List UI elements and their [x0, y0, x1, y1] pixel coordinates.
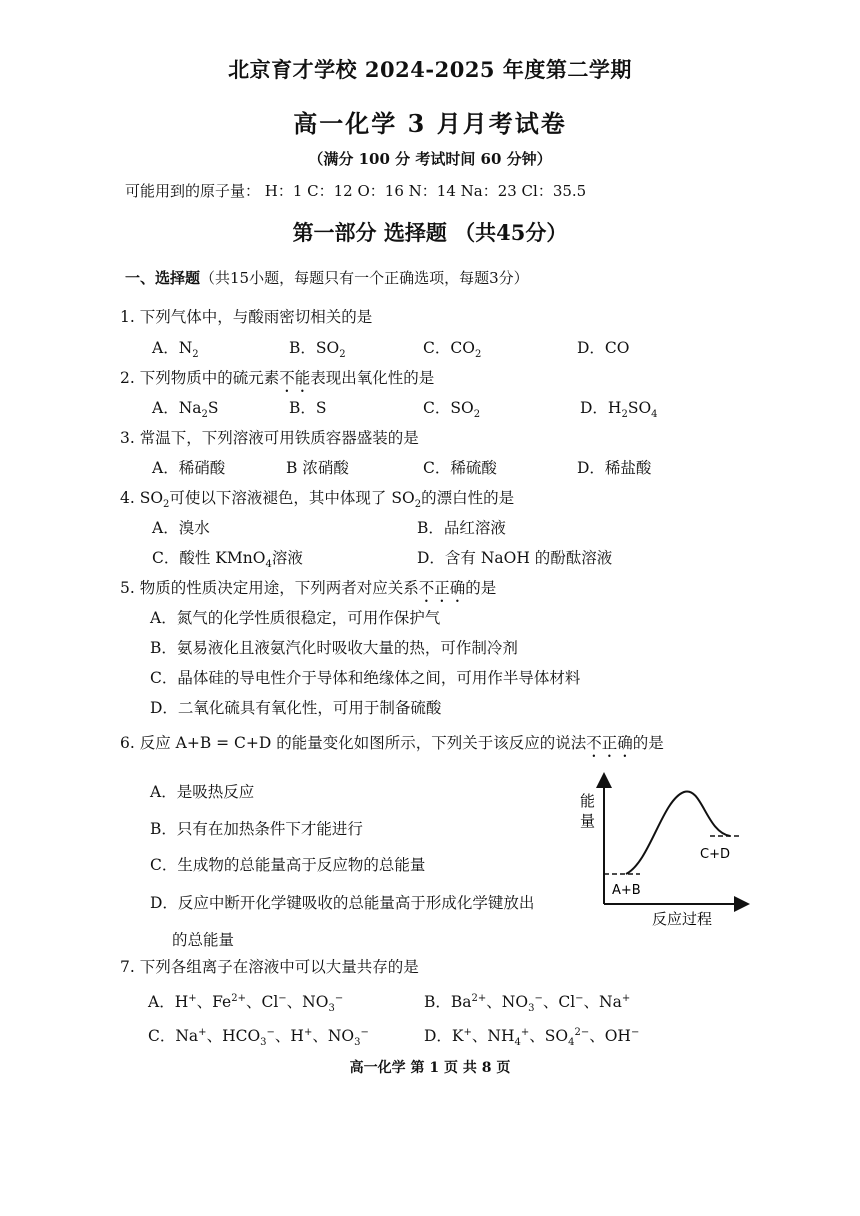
q1-stem: 1. 下列气体中，与酸雨密切相关的是 — [120, 308, 373, 326]
q1-option-d: D．CO — [577, 339, 630, 357]
q6-option-d-line2: 的总能量 — [172, 931, 235, 949]
q3-option-c: C．稀硫酸 — [423, 459, 497, 477]
q6-option-b: B．只有在加热条件下才能进行 — [150, 820, 363, 838]
section-title — [125, 267, 529, 288]
q3-stem: 3. 常温下，下列溶液可用铁质容器盛装的是 — [120, 429, 419, 447]
diagram-ylabel-1: 能 — [580, 792, 596, 810]
q4-option-d: D．含有 NaOH 的酚酞溶液 — [417, 549, 613, 567]
q1-option-b: B．$SO_2$ — [289, 339, 346, 361]
q3-option-a: A．稀硝酸 — [152, 459, 226, 477]
page-footer: 高一化学 第 1 页 共 8 页 — [349, 1060, 511, 1076]
q7-option-d: D．K+、$NH_4^+$、$SO_4^{2-}$、OH− — [424, 1026, 640, 1049]
q4-option-a: A．溴水 — [152, 519, 210, 537]
q6-stem: 6. 反应 A+B = C+D 的能量变化如图所示，下列关于该反应的说法不正确的是 — [120, 734, 664, 752]
q6-option-d-line1: D．反应中断开化学键吸收的总能量高于形成化学键放出 — [150, 894, 535, 912]
section-label: 一、选择题 — [125, 269, 201, 287]
q1-option-c: C．$CO_2$ — [423, 339, 482, 361]
q1-option-a: A．$N_2$ — [152, 339, 199, 361]
q4-option-b: B．品红溶液 — [417, 519, 506, 537]
q7-option-c: C．Na+、$HCO_3^-$、H+、$NO_3^-$ — [148, 1026, 369, 1049]
part1-title: 第一部分 选择题 （共45分） — [292, 220, 568, 245]
q2-stem: 2. 下列物质中的硫元素不能表现出氧化性的是 — [120, 369, 435, 387]
reactant-label: A+B — [612, 883, 641, 898]
q2-option-b: B．S — [289, 399, 327, 417]
q5-option-b: B．氨易液化且液氨汽化时吸收大量的热，可作制冷剂 — [150, 639, 518, 657]
exam-title: 高一化学 3 月月考试卷 — [293, 109, 567, 138]
q5-option-c: C．晶体硅的导电性介于导体和绝缘体之间，可用作半导体材料 — [150, 669, 581, 687]
q5-option-d: D．二氧化硫具有氧化性，可用于制备硫酸 — [150, 699, 442, 717]
q4-stem: 4. $SO_2$可使以下溶液褪色，其中体现了 $SO_2$的漂白性的是 — [120, 489, 515, 511]
q5-option-a: A．氮气的化学性质很稳定，可用作保护气 — [150, 609, 441, 627]
q2-option-c: C．$SO_2$ — [423, 399, 481, 421]
diagram-xlabel: 反应过程 — [652, 910, 713, 928]
exam-subtitle: （满分 100 分 考试时间 60 分钟） — [308, 150, 552, 168]
q4-option-c: C．酸性 KMnO$_4$溶液 — [152, 549, 303, 571]
q6-emphasis: 不正确 — [586, 734, 633, 752]
product-label: C+D — [700, 847, 730, 862]
q5-emphasis: 不正确 — [418, 579, 466, 597]
section-note: （共15小题，每题只有一个正确选项，每题3分） — [200, 269, 529, 287]
q3-option-b: B 浓硝酸 — [286, 459, 349, 477]
q6-option-a: A．是吸热反应 — [150, 783, 255, 801]
q7-option-b: B．$Ba^{2+}$、$NO_3^-$、Cl−、Na+ — [424, 992, 631, 1015]
q2-option-d: D．$H_2SO_4$ — [580, 399, 658, 421]
q3-option-d: D．稀盐酸 — [577, 459, 652, 477]
q6-option-c: C．生成物的总能量高于反应物的总能量 — [150, 856, 426, 874]
q2-emphasis: 不能 — [279, 369, 311, 387]
q5-stem: 5. 物质的性质决定用途，下列两者对应关系不正确的是 — [120, 579, 497, 597]
q7-option-a: A．H+、$Fe^{2+}$、Cl−、$NO_3^-$ — [148, 992, 344, 1015]
energy-diagram — [570, 770, 770, 930]
q7-stem: 7. 下列各组离子在溶液中可以大量共存的是 — [120, 958, 419, 976]
q2-option-a: A．$Na_2S$ — [152, 399, 219, 421]
diagram-ylabel-2: 量 — [580, 812, 596, 830]
school-header: 北京育才学校 2024-2025 年度第二学期 — [228, 57, 632, 82]
atomic-masses: 可能用到的原子量： H：1 C：12 O：16 N：14 Na：23 Cl：35.5 — [125, 182, 587, 200]
